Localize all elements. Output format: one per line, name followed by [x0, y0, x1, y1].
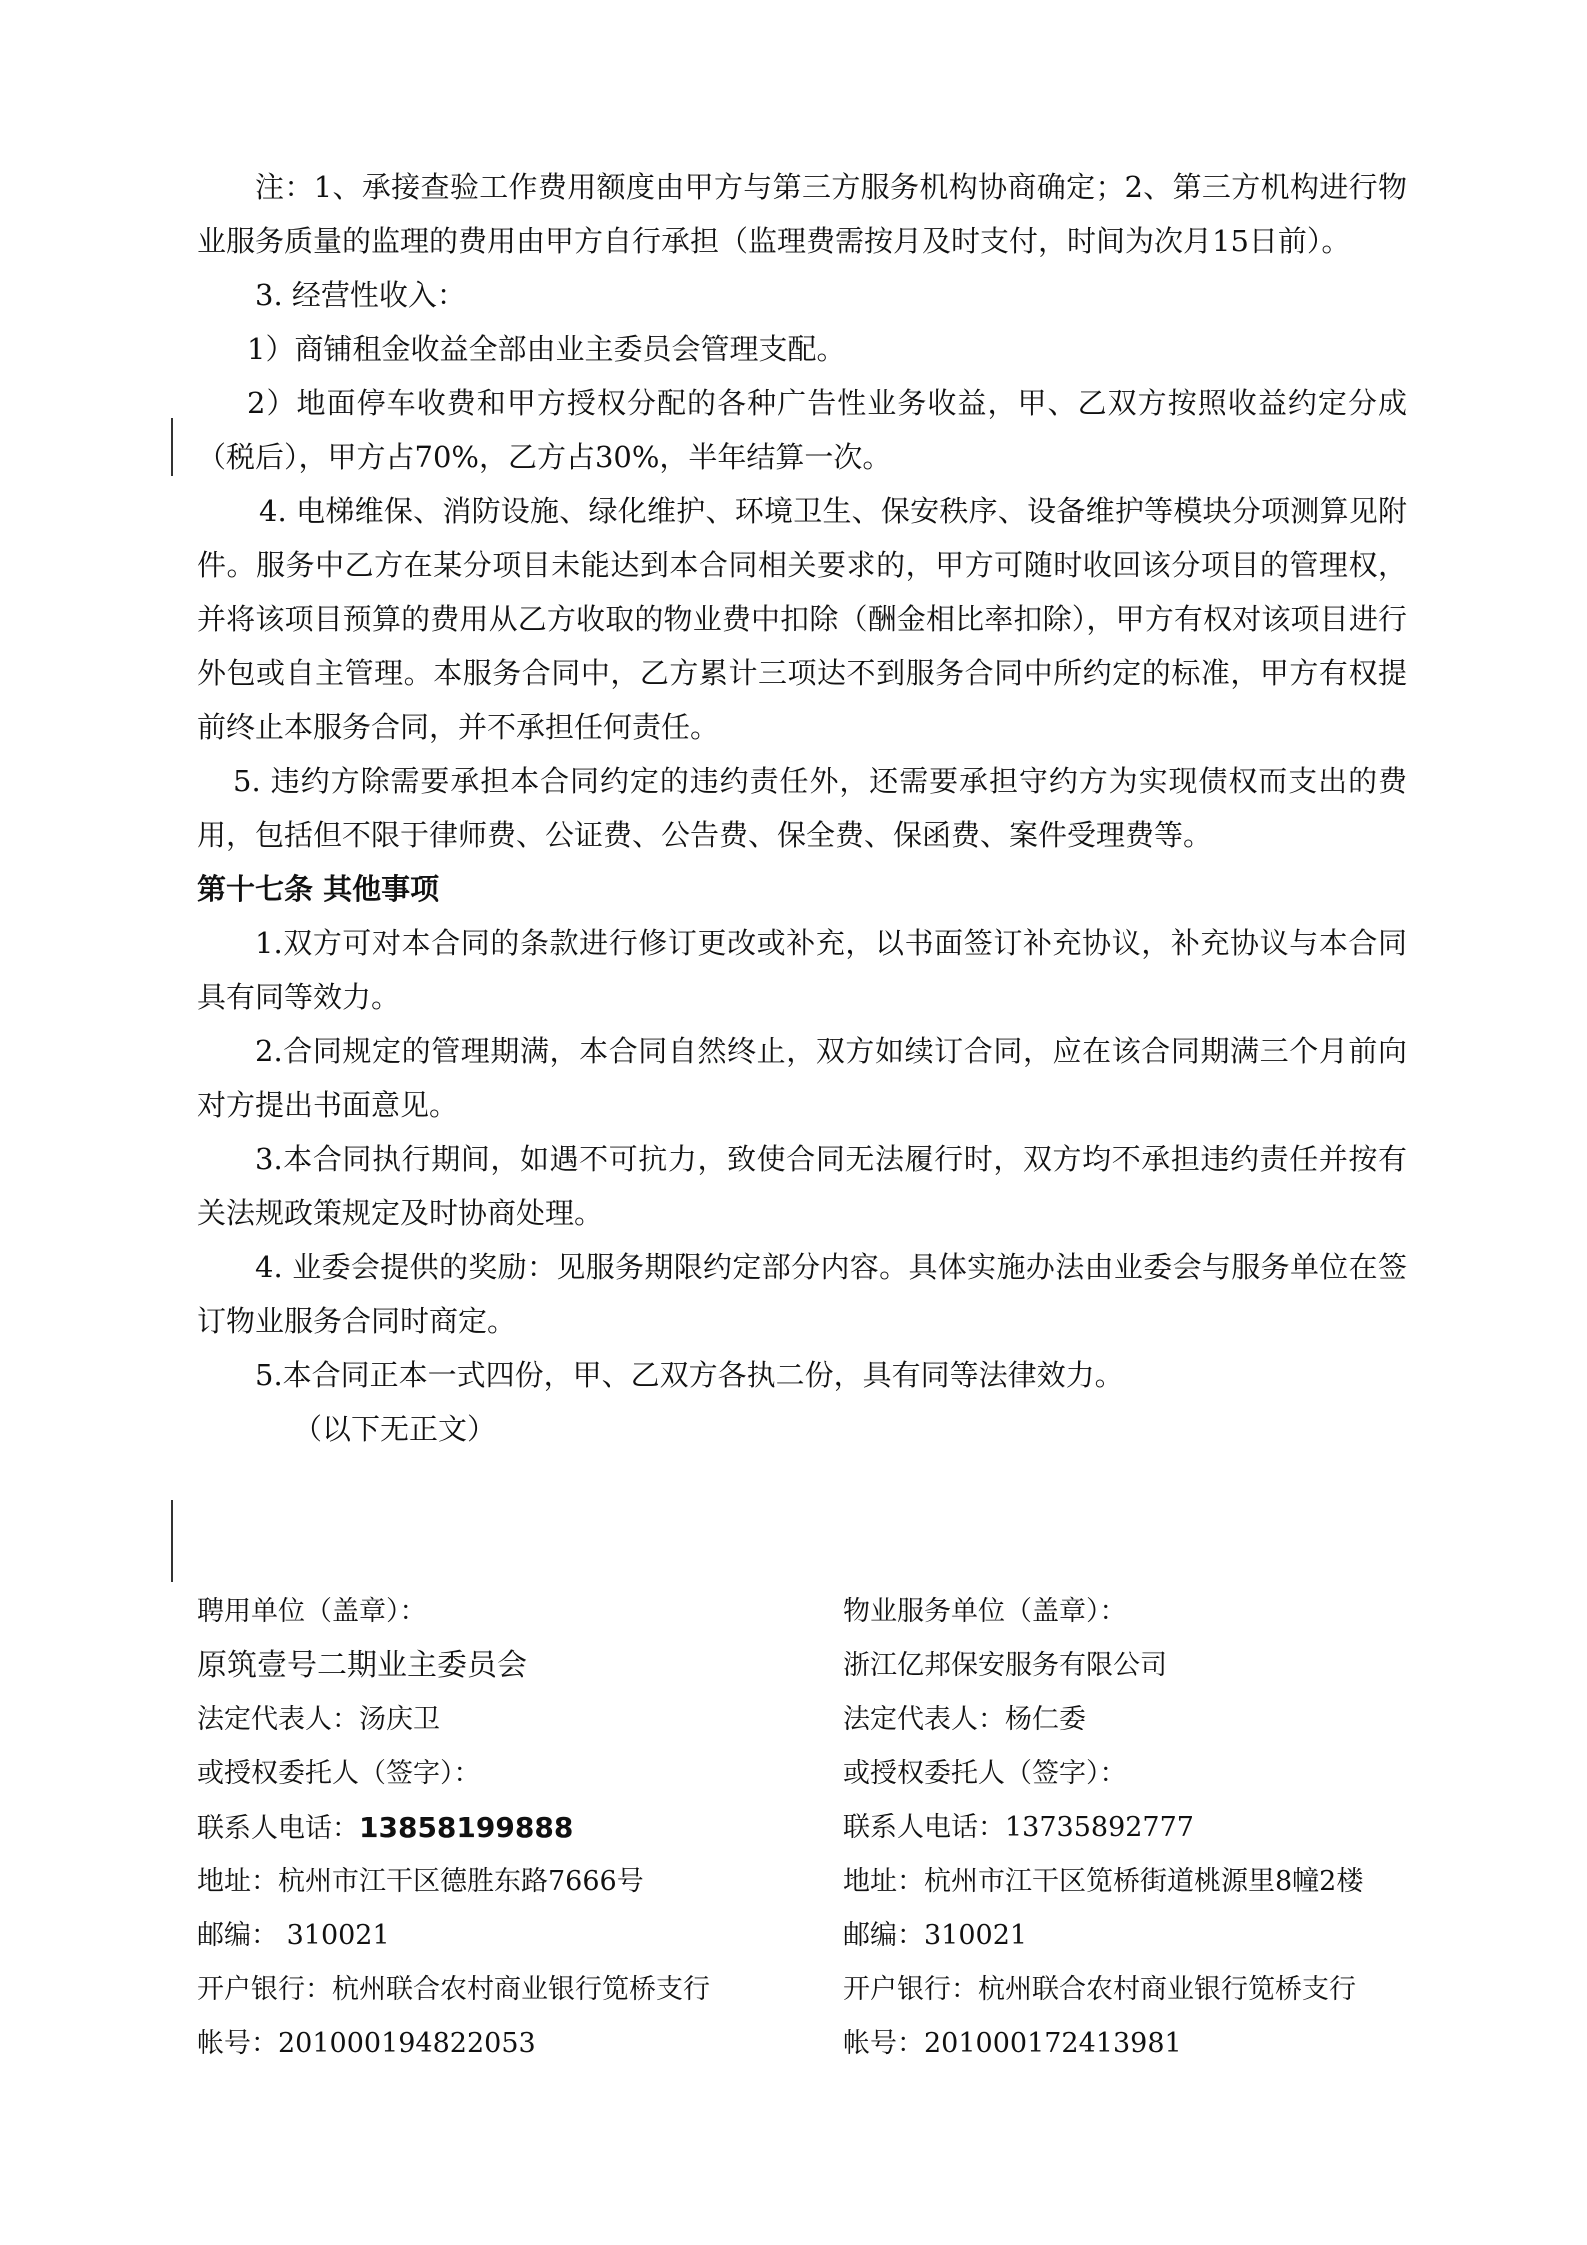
service-unit-label: 物业服务单位（盖章）： — [843, 1596, 1127, 1627]
clause-3-title: 3. 经营性收入： — [255, 278, 466, 312]
signature-block-employer — [197, 1585, 817, 2071]
employer-bank: 开户银行：杭州联合农村商业银行笕桥支行 — [197, 1974, 710, 2005]
employer-authorized-signatory: 或授权委托人（签字）： — [197, 1758, 481, 1789]
employer-phone-label: 联系人电话： — [197, 1813, 359, 1844]
service-address: 地址：杭州市江干区笕桥街道桃源里8幢2楼 — [843, 1866, 1364, 1897]
article-17-heading: 第十七条 其他事项 — [197, 872, 440, 906]
service-phone: 13735892777 — [1005, 1812, 1194, 1843]
clause-3-2: 2）地面停车收费和甲方授权分配的各种广告性业务收益，甲、乙双方按照收益约定分成（税后），甲方占70%，乙方占30%，半年结算一次。 — [197, 386, 1407, 474]
clause-3-1: 1）商铺租金收益全部由业主委员会管理支配。 — [247, 332, 846, 366]
service-account: 帐号：201000172413981 — [843, 2028, 1182, 2059]
service-authorized-signatory: 或授权委托人（签字）： — [843, 1758, 1127, 1789]
contract-body — [197, 160, 1407, 1456]
service-bank: 开户银行：杭州联合农村商业银行笕桥支行 — [843, 1974, 1356, 2005]
margin-change-bar — [171, 1500, 173, 1582]
service-postcode: 邮编：310021 — [843, 1920, 1028, 1951]
employer-address: 地址：杭州市江干区德胜东路7666号 — [197, 1866, 644, 1897]
clause-5: 5. 违约方除需要承担本合同约定的违约责任外，还需要承担守约方为实现债权而支出的费用，包括但不限于律师费、公证费、公告费、保全费、保函费、案件受理费等。 — [197, 764, 1407, 852]
fee-note-paragraph: 注：1、承接查验工作费用额度由甲方与第三方服务机构协商确定；2、第三方机构进行物业服务质量的监理的费用由甲方自行承担（监理费需按月及时支付，时间为次月15日前）。 — [197, 170, 1407, 258]
employer-unit-name: 原筑壹号二期业主委员会 — [197, 1648, 527, 1683]
article-17-item-5: 5.本合同正本一式四份，甲、乙双方各执二份，具有同等法律效力。 — [255, 1358, 1124, 1392]
article-17-item-4: 4. 业委会提供的奖励：见服务期限约定部分内容。具体实施办法由业委会与服务单位在签订物业服务合同时商定。 — [197, 1250, 1407, 1338]
margin-change-bar — [171, 418, 173, 476]
article-17-item-2: 2.合同规定的管理期满，本合同自然终止，双方如续订合同，应在该合同期满三个月前向对方提出书面意见。 — [197, 1034, 1407, 1122]
signature-block-property-service — [843, 1585, 1423, 2071]
employer-legal-rep: 法定代表人：汤庆卫 — [197, 1704, 440, 1735]
article-17-item-3: 3.本合同执行期间，如遇不可抗力，致使合同无法履行时，双方均不承担违约责任并按有关法规政策规定及时协商处理。 — [197, 1142, 1407, 1230]
employer-phone-line — [197, 1801, 817, 1855]
service-phone-line — [843, 1801, 1423, 1855]
article-17-item-1: 1.双方可对本合同的条款进行修订更改或补充，以书面签订补充协议，补充协议与本合同具有同等效力。 — [197, 926, 1407, 1014]
service-unit-name: 浙江亿邦保安服务有限公司 — [843, 1650, 1167, 1681]
clause-4: 4. 电梯维保、消防设施、绿化维护、环境卫生、保安秩序、设备维护等模块分项测算见附件。服务中乙方在某分项目未能达到本合同相关要求的，甲方可随时收回该分项目的管理权，并将该项目预算的费用从乙方收取的物业费中扣除（酬金相比率扣除），甲方有权对该项目进行外包或自主管理。本服务合同中，乙方累计三项达不到服务合同中所约定的标准，甲方有权提前终止本服务合同，并不承担任何责任。 — [197, 494, 1407, 744]
employer-phone: 13858199888 — [359, 1811, 574, 1844]
service-phone-label: 联系人电话： — [843, 1812, 1005, 1843]
employer-unit-label: 聘用单位（盖章）： — [197, 1596, 427, 1627]
employer-postcode: 邮编： 310021 — [197, 1920, 390, 1951]
end-of-text-note: （以下无正文） — [293, 1412, 497, 1446]
employer-account: 帐号：201000194822053 — [197, 2028, 536, 2059]
service-legal-rep: 法定代表人：杨仁委 — [843, 1704, 1086, 1735]
